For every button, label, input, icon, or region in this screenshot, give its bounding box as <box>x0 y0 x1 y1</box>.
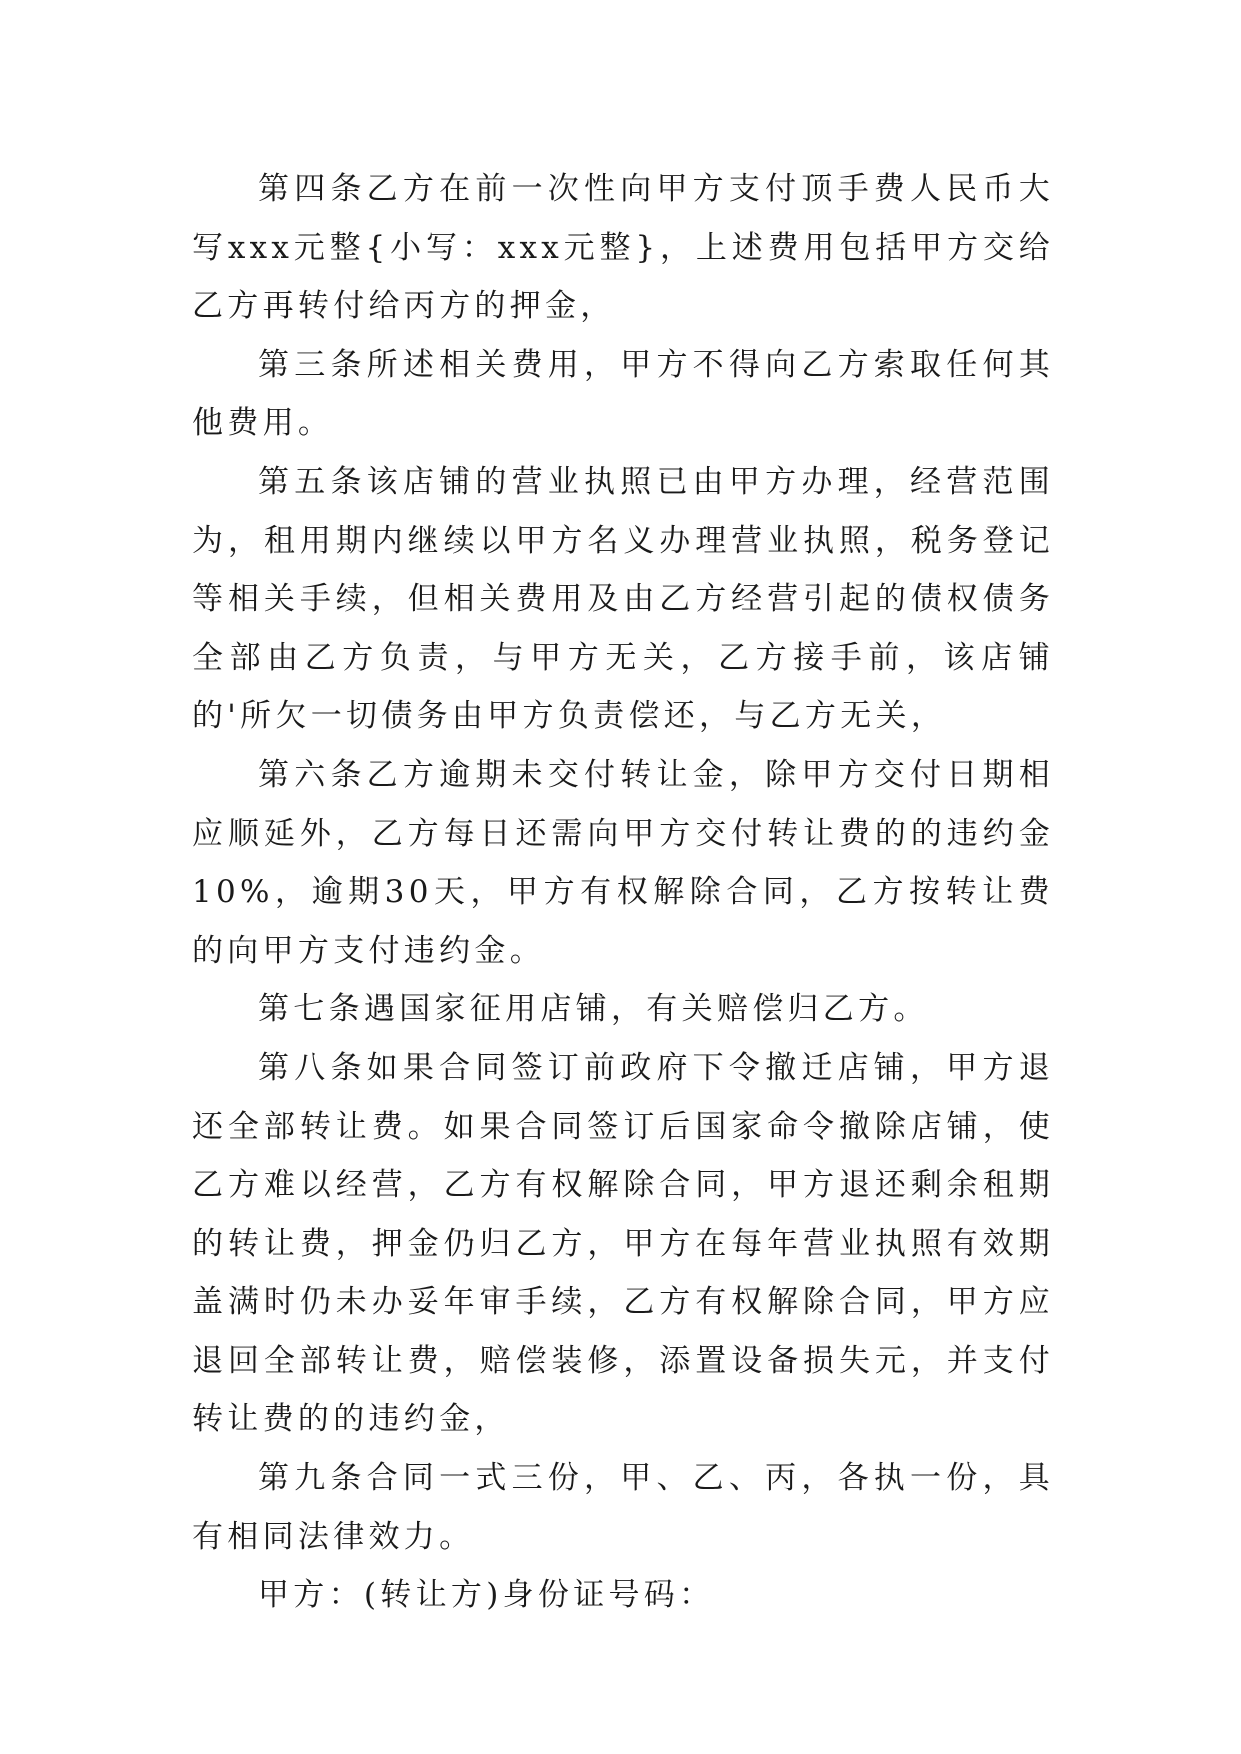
clause-9-paragraph: 第九条合同一式三份，甲、乙、丙，各执一份，具有相同法律效力。 <box>192 1460 1054 1555</box>
clause-7-paragraph: 第七条遇国家征用店铺，有关赔偿归乙方。 <box>258 991 929 1028</box>
clause-4-paragraph: 第四条乙方在前一次性向甲方支付顶手费人民币大写xxx元整{小写：xxx元整}，上述费用包括甲方交给乙方再转付给丙方的押金， <box>192 171 1054 325</box>
party-a-signature-line: 甲方：(转让方)身份证号码： <box>258 1577 715 1614</box>
clause-8-paragraph: 第八条如果合同签订前政府下令撤迁店铺，甲方退还全部转让费。如果合同签订后国家命令撤除店铺，使乙方难以经营，乙方有权解除合同，甲方退还剩余租期的转让费，押金仍归乙方，甲方在每年营业执照有效期盖满时仍未办妥年审手续，乙方有权解除合同，甲方应退回全部转让费，赔偿装修，添置设备损失元，并支付转让费的的违约金， <box>192 1049 1054 1438</box>
document-page <box>192 160 1054 1625</box>
clause-6-paragraph: 第六条乙方逾期未交付转让金，除甲方交付日期相应顺延外，乙方每日还需向甲方交付转让费的的违约金10%，逾期30天，甲方有权解除合同，乙方按转让费的向甲方支付违约金。 <box>192 756 1054 969</box>
clause-3-fees-paragraph: 第三条所述相关费用，甲方不得向乙方索取任何其他费用。 <box>192 346 1054 442</box>
clause-5-paragraph: 第五条该店铺的营业执照已由甲方办理，经营范围为，租用期内继续以甲方名义办理营业执照，税务登记等相关手续，但相关费用及由乙方经营引起的债权债务全部由乙方负责，与甲方无关，乙方接手前，该店铺的'所欠一切债务由甲方负责偿还，与乙方无关， <box>192 463 1054 735</box>
